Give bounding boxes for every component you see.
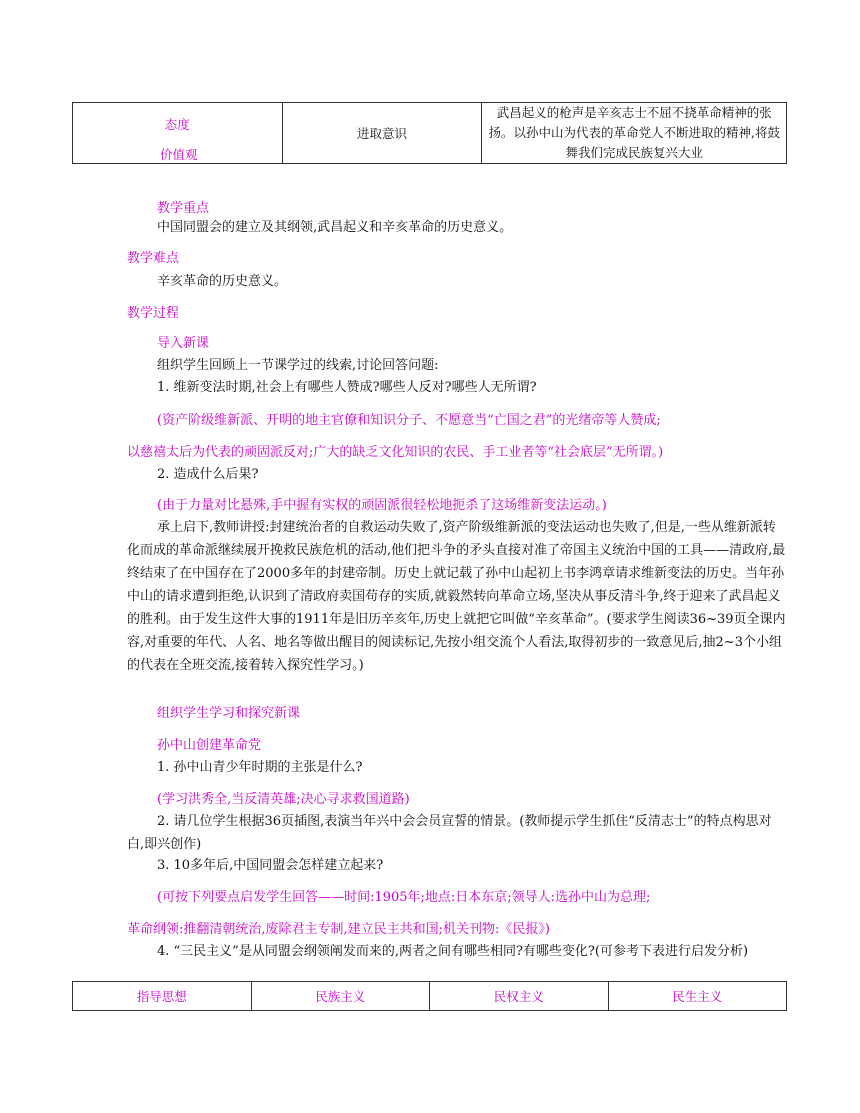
section-heading: 孙中山创建革命党	[157, 738, 262, 753]
section-question-3: 3. 10多年后,中国同盟会怎样建立起来?	[157, 858, 384, 873]
difficulties-text: 辛亥革命的历史意义。	[157, 274, 288, 289]
header-nationalism: 民族主义	[251, 982, 430, 1011]
section-answer-3-line-2: 革命纲领:推翻清朝统治,废除君主专制,建立民主共和国;机关刊物:《民报》)	[127, 922, 550, 937]
table-row	[73, 103, 787, 164]
description-cell: 武昌起义的枪声是辛亥志士不屈不挠革命精神的张扬。以孙中山为代表的革命党人不断进取的精神,将鼓舞我们完成民族复兴大业	[482, 103, 787, 164]
intro-heading: 导入新课	[157, 336, 210, 351]
answer-1-line-1: (资产阶级维新派、开明的地主官僚和知识分子、不愿意当“亡国之君”的光绪帝等人赞成;	[157, 413, 661, 428]
progress-cell: 进取意识	[282, 103, 482, 164]
answer-2: (由于力量对比悬殊,手中握有实权的顽固派很轻松地扼杀了这场维新变法运动。)	[157, 498, 607, 513]
header-democracy: 民权主义	[430, 982, 609, 1011]
attitude-label: 态度	[164, 117, 190, 132]
new-lesson-heading: 组织学生学习和探究新课	[157, 706, 301, 721]
section-question-2: 2. 请几位学生根据36页插图,表演当年兴中会会员宣誓的情景。(教师提示学生抓住“反清志士”的特点构思对白,即兴创作)	[127, 814, 772, 852]
objectives-table	[72, 102, 787, 164]
question-1: 1. 维新变法时期,社会上有哪些人赞成?哪些人反对?哪些人无所谓?	[157, 380, 537, 395]
key-points-heading: 教学重点	[157, 201, 210, 216]
process-heading: 教学过程	[127, 306, 180, 321]
section-answer-1: (学习洪秀全,当反清英雄;决心寻求救国道路)	[157, 792, 410, 807]
table-row	[73, 982, 787, 1011]
header-guiding-ideology: 指导思想	[73, 982, 252, 1011]
key-points-text: 中国同盟会的建立及其纲领,武昌起义和辛亥革命的历史意义。	[157, 220, 513, 235]
question-2: 2. 造成什么后果?	[157, 467, 259, 482]
values-label: 价值观	[160, 147, 198, 162]
difficulties-heading: 教学难点	[127, 251, 180, 266]
three-principles-table	[72, 981, 787, 1011]
section-question-1: 1. 孙中山青少年时期的主张是什么?	[157, 760, 363, 775]
header-livelihood: 民生主义	[608, 982, 787, 1011]
answer-1-line-2: 以慈禧太后为代表的顽固派反对;广大的缺乏文化知识的农民、手工业者等“社会底层”无所谓。)	[127, 445, 664, 460]
intro-text: 组织学生回顾上一节课学过的线索,讨论回答问题:	[157, 358, 439, 373]
attitude-cell	[73, 103, 283, 164]
section-answer-3-line-1: (可按下列要点启发学生回答——时间:1905年;地点:日本东京;领导人:选孙中山为总理;	[157, 890, 651, 905]
section-question-4: 4. “三民主义”是从同盟会纲领阐发而来的,两者之间有哪些相同?有哪些变化?(可参考下表进行启发分析)	[157, 944, 749, 959]
transition-paragraph: 承上启下,教师讲授:封建统治者的自救运动失败了,资产阶级维新派的变法运动也失败了,但是,一些从维新派转化而成的革命派继续展开挽救民族危机的活动,他们把斗争的矛头直接对准了帝国主义统治中国的工具——清政府,最终结束了在中国存在了2000多年的封建帝制。历史上就记载了孙中山起初上书李鸿章请求维新变法的历史。当年孙中山的请求遭到拒绝,认识到了清政府卖国苟存的实质,就毅然转向革命立场,坚决从事反清斗争,终于迎来了武昌起义的胜利。由于发生这件大事的1911年是旧历辛亥年,历史上就把它叫做“辛亥革命”。(要求学生阅读36~39页全课内容,对重要的年代、人名、地名等做出醒目的阅读标记,先按小组交流个人看法,取得初步的一致意见后,抽2~3个小组的代表在全班交流,接着转入探究性学习。)	[127, 520, 786, 673]
